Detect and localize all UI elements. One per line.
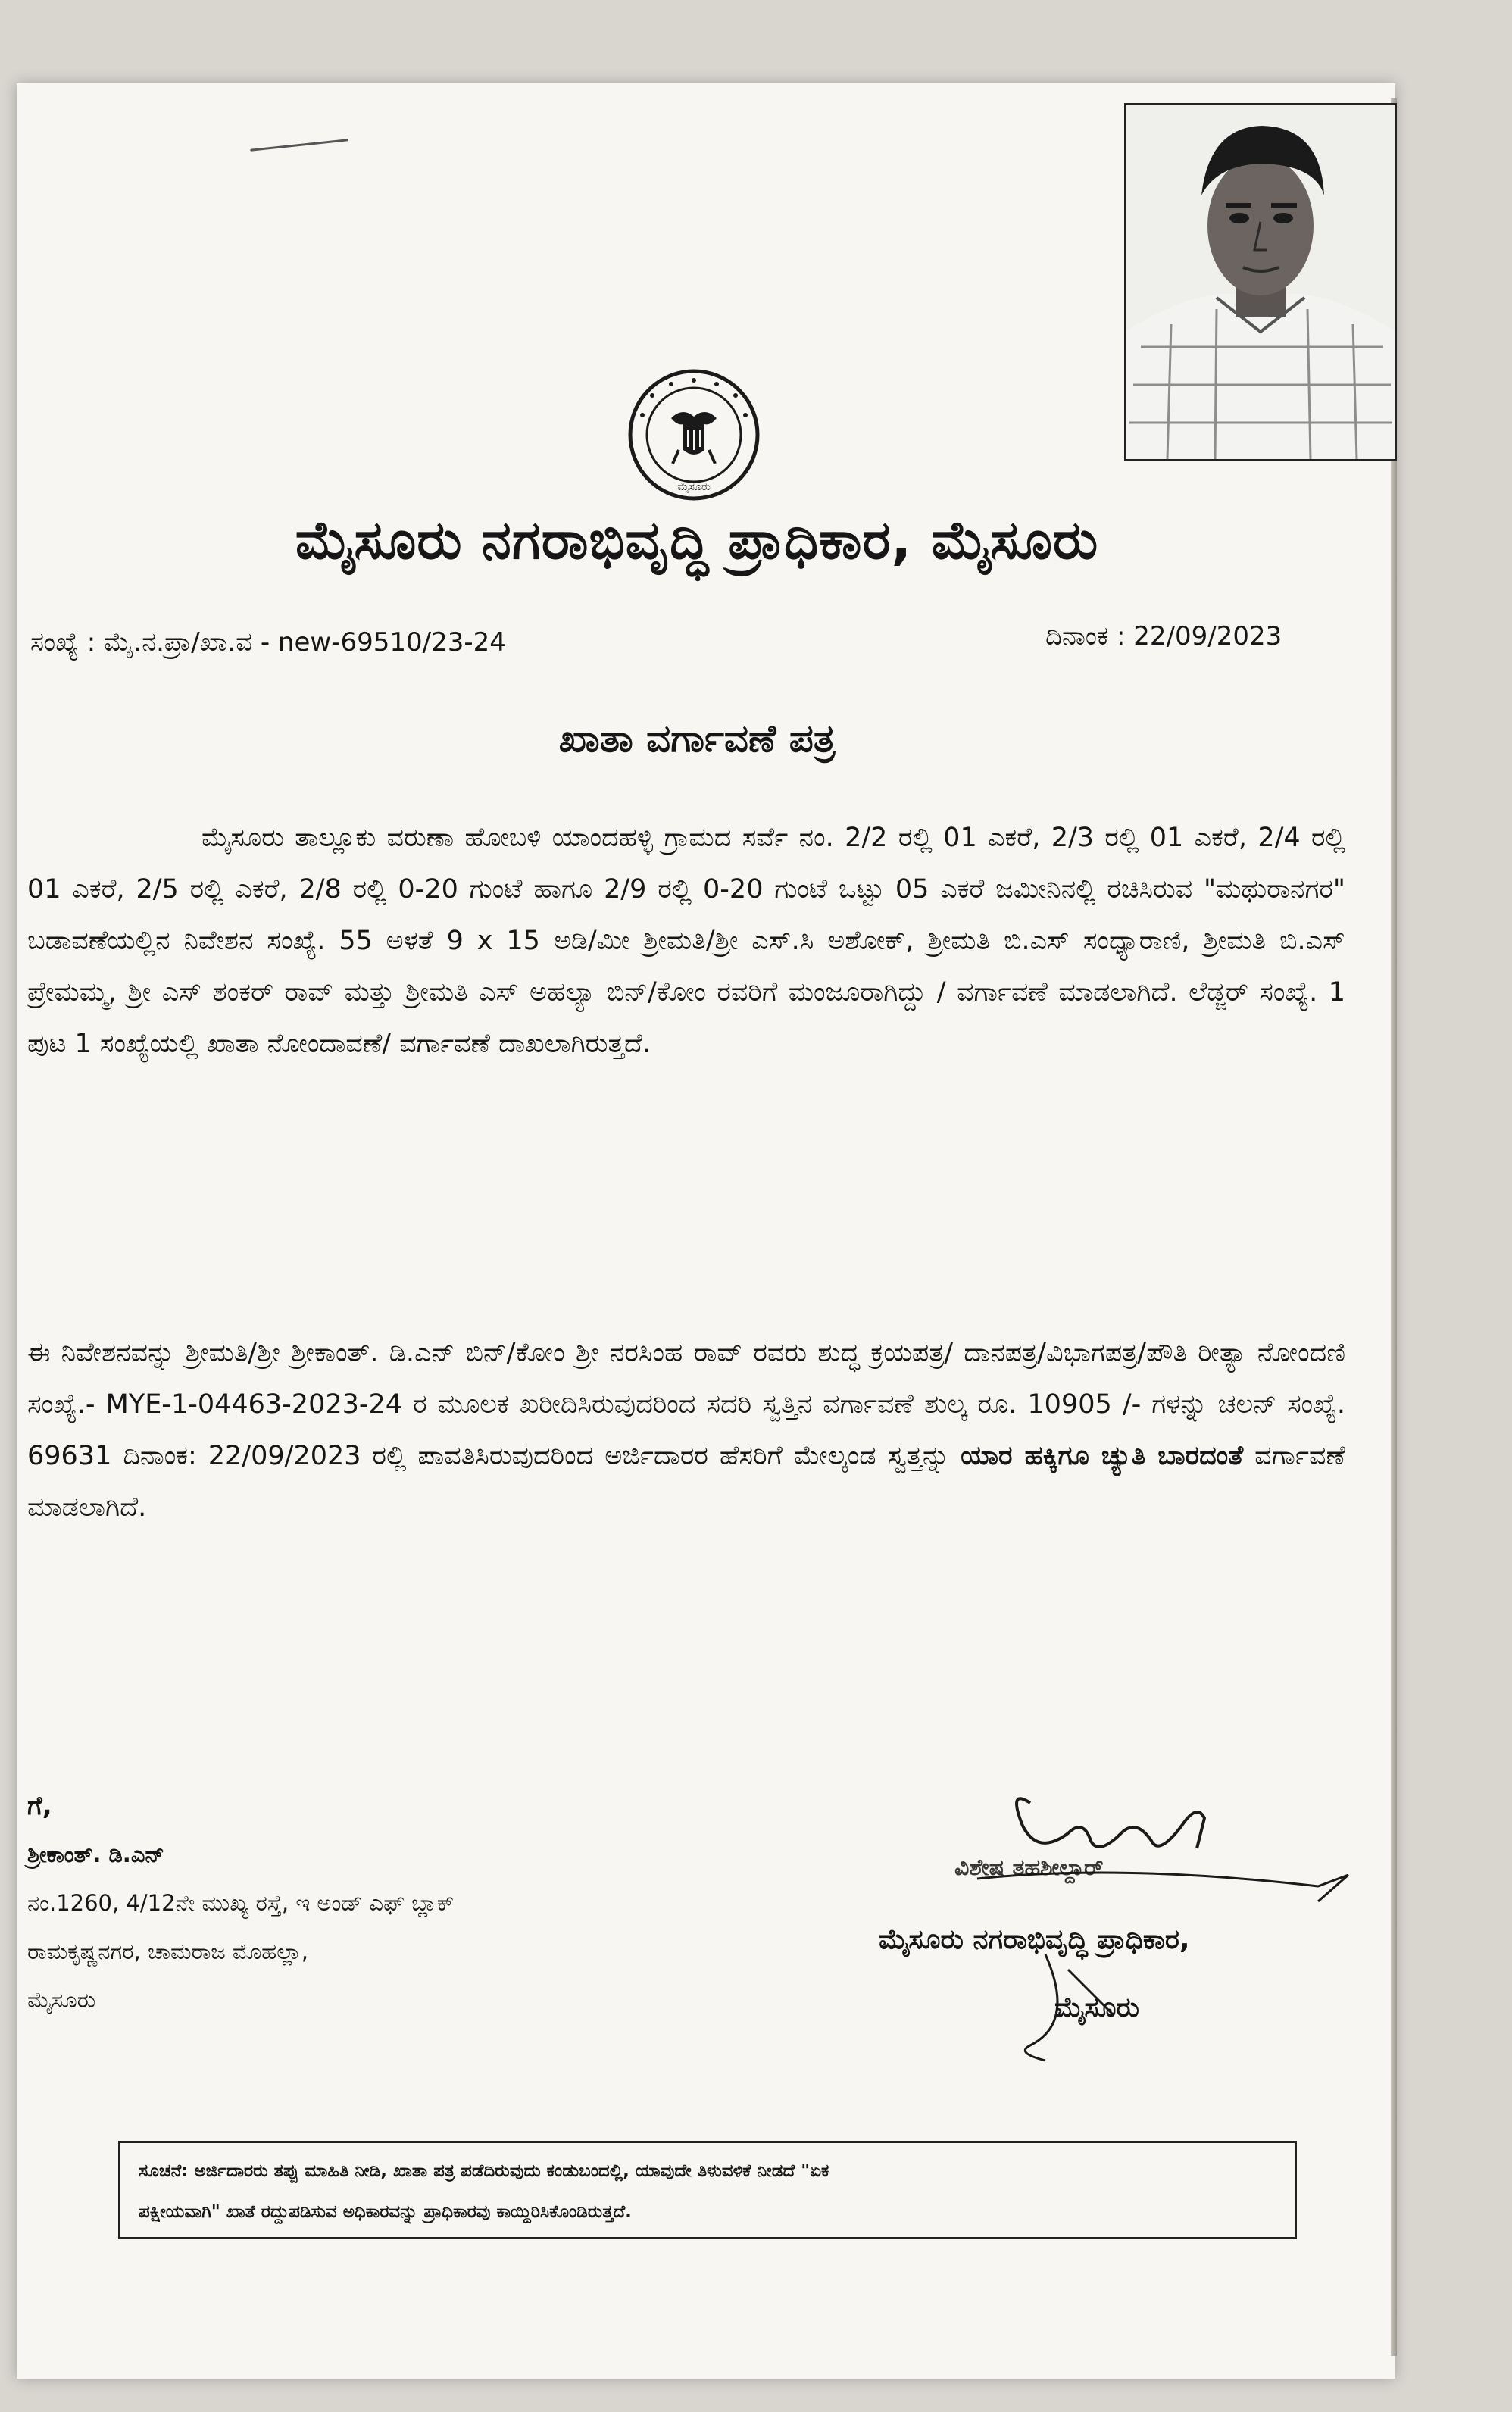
applicant-photo bbox=[1124, 103, 1397, 461]
issue-date: ದಿನಾಂಕ : 22/09/2023 bbox=[1045, 621, 1282, 651]
paragraph-transfer-emphasis: ಯಾರ ಹಕ್ಕಿಗೂ ಚ್ಯುತಿ ಬಾರದಂತೆ bbox=[961, 1441, 1244, 1471]
recipient-address bbox=[27, 1782, 454, 2024]
notice-line1: ಸೂಚನೆ: ಅರ್ಜಿದಾರರು ತಪ್ಪು ಮಾಹಿತಿ ನೀಡಿ, ಖಾತಾ ಪತ್ರ ಪಡೆದಿರುವುದು ಕಂಡುಬಂದಲ್ಲಿ, ಯಾವುದೇ ತಿಳುವಳಿಕೆ ನೀಡದೆ "ಏಕ bbox=[139, 2161, 829, 2181]
document-subtitle: ಖಾತಾ ವರ್ಗಾವಣೆ ಪತ್ರ bbox=[558, 717, 836, 761]
notice-line2: ಪಕ್ಷೀಯವಾಗಿ" ಖಾತೆ ರದ್ದುಪಡಿಸುವ ಅಧಿಕಾರವನ್ನು ಪ್ರಾಧಿಕಾರವು ಕಾಯ್ದಿರಿಸಿಕೊಂಡಿರುತ್ತದೆ. bbox=[139, 2202, 632, 2222]
signatory-designation: ವಿಶೇಷ ತಹಶೀಲ್ದಾರ್ bbox=[954, 1854, 1104, 1881]
recipient-address-line1: ನಂ.1260, 4/12ನೇ ಮುಖ್ಯ ರಸ್ತೆ, ಇ ಅಂಡ್ ಎಫ್ ಬ್ಲಾಕ್ bbox=[27, 1890, 455, 1916]
organization-title: ಮೈಸೂರು ನಗರಾಭಿವೃದ್ಧಿ ಪ್ರಾಧಿಕಾರ, ಮೈಸೂರು bbox=[295, 509, 1099, 571]
paragraph-transfer bbox=[27, 1327, 1345, 1533]
paragraph-transfer-text: ಈ ನಿವೇಶನವನ್ನು ಶ್ರೀಮತಿ/ಶ್ರೀ ಶ್ರೀಕಾಂತ್. ಡಿ.ಎನ್ ಬಿನ್/ಕೋಂ ಶ್ರೀ ನರಸಿಂಹ ರಾವ್ ರವರು ಶುದ್ಧ ಕ್ರಯಪತ್ರ/ ದಾನಪತ್ರ/ವಿಭಾಗಪತ್ರ/ಪೌತಿ ರೀತ್ಯಾ ನೋಂದಣಿ ಸಂಖ್ಯೆ.- MYE-1-04463-2023-24 ರ ಮೂಲಕ ಖರೀದಿಸಿರುವುದರಿಂದ ಸದರಿ ಸ್ವತ್ತಿನ ವರ್ಗಾವಣೆ ಶುಲ್ಕ ರೂ. 10905 /- ಗಳನ್ನು ಚಲನ್ ಸಂಖ್ಯೆ. 69631 ದಿನಾಂಕ: 22/09/2023 ರಲ್ಲಿ ಪಾವತಿಸಿರುವುದರಿಂದ ಅರ್ಜಿದಾರರ ಹೆಸರಿಗೆ ಮೇಲ್ಕಂಡ ಸ್ವತ್ತನ್ನು bbox=[27, 1338, 1345, 1471]
notice-box bbox=[118, 2141, 1297, 2239]
signatory-city: ಮೈಸೂರು bbox=[1054, 1992, 1139, 2023]
authority-seal-icon bbox=[626, 365, 762, 505]
recipient-address-line3: ಮೈಸೂರು bbox=[27, 1987, 96, 2013]
reference-number: ಸಂಖ್ಯೆ : ಮೈ.ನ.ಪ್ರಾ/ಖಾ.ವ - new-69510/23-24 bbox=[30, 627, 506, 658]
paragraph-allotment: ಮೈಸೂರು ತಾಲ್ಲೂಕು ವರುಣಾ ಹೋಬಳಿ ಯಾಂದಹಳ್ಳಿ ಗ್ರಾಮದ ಸರ್ವೆ ನಂ. 2/2 ರಲ್ಲಿ 01 ಎಕರೆ, 2/3 ರಲ್ಲಿ 01 ಎಕರೆ, 2/4 ರಲ್ಲಿ 01 ಎಕರೆ, 2/5 ರಲ್ಲಿ ಎಕರೆ, 2/8 ರಲ್ಲಿ 0-20 ಗುಂಟೆ ಹಾಗೂ 2/9 ರಲ್ಲಿ 0-20 ಗುಂಟೆ ಒಟ್ಟು 05 ಎಕರೆ ಜಮೀನಿನಲ್ಲಿ ರಚಿಸಿರುವ "ಮಥುರಾನಗರ" ಬಡಾವಣೆಯಲ್ಲಿನ ನಿವೇಶನ ಸಂಖ್ಯೆ. 55 ಅಳತೆ 9 x 15 ಅಡಿ/ಮೀ ಶ್ರೀಮತಿ/ಶ್ರೀ ಎಸ್.ಸಿ ಅಶೋಕ್, ಶ್ರೀಮತಿ ಬಿ.ಎಸ್ ಸಂಧ್ಯಾರಾಣಿ, ಶ್ರೀಮತಿ ಬಿ.ಎಸ್ ಪ್ರೇಮಮ್ಮ, ಶ್ರೀ ಎಸ್ ಶಂಕರ್ ರಾವ್ ಮತ್ತು ಶ್ರೀಮತಿ ಎಸ್ ಅಹಲ್ಯಾ ಬಿನ್/ಕೋಂ ರವರಿಗೆ ಮಂಜೂರಾಗಿದ್ದು / ವರ್ಗಾವಣೆ ಮಾಡಲಾಗಿದೆ. ಲೆಡ್ಜರ್ ಸಂಖ್ಯೆ. 1 ಪುಟ 1 ಸಂಖ್ಯೆಯಲ್ಲಿ ಖಾತಾ ನೋಂದಾವಣೆ/ ವರ್ಗಾವಣೆ ದಾಖಲಾಗಿರುತ್ತದೆ. bbox=[27, 823, 1345, 1059]
seal-text: ಮೈಸೂರು bbox=[677, 481, 711, 493]
recipient-address-line2: ರಾಮಕೃಷ್ಣನಗರ, ಚಾಮರಾಜ ಮೊಹಲ್ಲಾ, bbox=[27, 1939, 308, 1964]
signatory-organization: ಮೈಸೂರು ನಗರಾಭಿವೃದ್ಧಿ ಪ್ರಾಧಿಕಾರ, bbox=[879, 1924, 1190, 1955]
recipient-salutation: ಗೆ, bbox=[27, 1791, 52, 1821]
paragraph-transfer-end: ವರ್ಗಾವಣೆ ಮಾಡಲಾಗಿದೆ. bbox=[27, 1441, 1345, 1523]
recipient-name: ಶ್ರೀಕಾಂತ್. ಡಿ.ಎನ್ bbox=[27, 1842, 164, 1867]
